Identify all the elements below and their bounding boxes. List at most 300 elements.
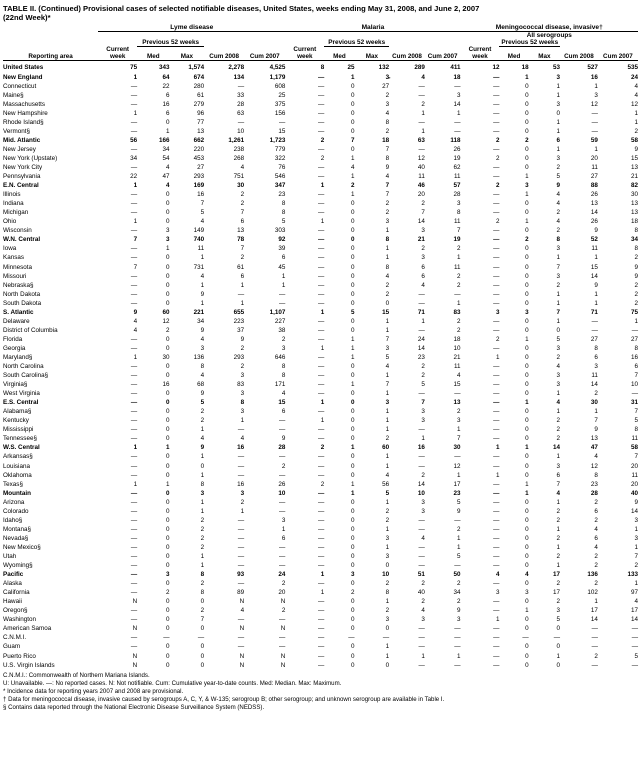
row-cell: 3 — [525, 182, 529, 190]
table-row — [3, 588, 638, 597]
table-row — [3, 100, 638, 109]
row-cell: — — [418, 299, 425, 307]
row-cell: 1 — [457, 109, 461, 117]
row-cell: 0 — [525, 245, 529, 253]
row-cell: 3 — [385, 344, 390, 352]
row-cell: — — [317, 326, 325, 334]
row-cell: — — [493, 299, 500, 307]
row-cell: 9 — [200, 390, 205, 398]
row-cell: 9 — [385, 163, 390, 171]
row-cell: 26 — [590, 191, 598, 199]
row-cell: 0 — [525, 381, 529, 389]
row-cell: — — [317, 254, 325, 262]
row-cell: 0 — [166, 616, 170, 624]
row-cell: 4 — [495, 571, 500, 579]
row-cell: 4 — [385, 471, 390, 479]
row-area-label: Kentucky — [3, 417, 29, 425]
row-area-label: Idaho§ — [3, 516, 23, 524]
row-cell: — — [493, 652, 500, 660]
row-cell: 13 — [237, 227, 245, 235]
row-cell: — — [317, 82, 325, 90]
row-cell: 3 — [525, 308, 529, 316]
group-meningococcal: Meningococcal disease, invasive† — [461, 24, 638, 32]
row-cell: 5 — [385, 353, 390, 361]
row-area-label: Delaware — [3, 317, 30, 325]
row-cell: — — [418, 426, 425, 434]
row-cell: 2 — [351, 589, 355, 597]
row-cell: 2 — [385, 607, 390, 615]
row-cell: 3 — [556, 73, 561, 81]
hdr-malaria-cum2007: Cum 2007 — [427, 53, 458, 61]
row-cell: 5 — [421, 381, 425, 389]
row-cell: 0 — [166, 462, 170, 470]
row-cell: 31 — [630, 399, 638, 407]
row-cell: 13 — [630, 200, 638, 208]
row-cell: 40 — [417, 163, 425, 171]
row-cell: 14 — [417, 344, 425, 352]
row-cell: — — [591, 634, 598, 642]
row-cell: 1 — [385, 372, 390, 380]
row-area-label: Alabama§ — [3, 408, 32, 416]
row-cell: — — [493, 109, 500, 117]
table-row — [3, 308, 638, 317]
row-cell: — — [553, 634, 561, 642]
row-cell: 27 — [590, 173, 598, 181]
row-cell: 2 — [240, 254, 245, 262]
row-cell: 3 — [457, 91, 461, 99]
table-row — [3, 480, 638, 489]
row-cell: — — [418, 145, 425, 153]
row-cell: 33 — [237, 91, 245, 99]
row-cell: — — [130, 145, 138, 153]
row-cell: — — [317, 363, 325, 371]
footnotes — [3, 672, 638, 712]
row-cell: 38 — [278, 326, 286, 334]
row-cell: 1 — [351, 381, 355, 389]
row-cell: 4 — [421, 73, 425, 81]
row-cell: 21 — [417, 236, 425, 244]
row-cell: 0 — [166, 507, 170, 515]
row-cell: — — [317, 562, 325, 570]
row-cell: 30 — [630, 191, 638, 199]
table-row — [3, 326, 638, 335]
row-cell: 0 — [351, 272, 355, 280]
row-cell: — — [237, 525, 245, 533]
row-cell: 63 — [417, 136, 425, 144]
row-cell: — — [279, 643, 286, 651]
row-cell: 3 — [166, 236, 170, 244]
row-cell: 1 — [594, 145, 598, 153]
row-area-label: Georgia — [3, 344, 26, 352]
row-cell: 0 — [385, 625, 390, 633]
row-cell: 7 — [351, 136, 355, 144]
header-group-row — [3, 24, 638, 32]
table-row — [3, 244, 638, 253]
row-cell: 1 — [525, 335, 529, 343]
row-cell: 0 — [166, 263, 170, 271]
row-area-label: Montana§ — [3, 525, 32, 533]
table-row — [3, 281, 638, 290]
row-cell: 27 — [382, 82, 390, 90]
row-cell: 53 — [553, 64, 561, 72]
row-cell: 0 — [351, 91, 355, 99]
row-cell: 0 — [525, 281, 529, 289]
row-cell: 9 — [200, 326, 205, 334]
row-cell: 2 — [634, 127, 638, 135]
row-cell: 2 — [457, 580, 461, 588]
row-cell: 0 — [556, 625, 561, 633]
row-cell: 1 — [525, 607, 529, 615]
row-area-label: Missouri — [3, 272, 27, 280]
row-cell: 1 — [385, 245, 390, 253]
row-cell: — — [130, 127, 138, 135]
row-cell: 662 — [193, 136, 205, 144]
row-cell: — — [493, 417, 500, 425]
hdr-lyme-cum2007: Cum 2007 — [249, 53, 280, 61]
row-cell: 0 — [351, 317, 355, 325]
row-cell: 7 — [556, 263, 561, 271]
row-area-label: District of Columbia — [3, 326, 58, 334]
row-cell: 6 — [634, 363, 638, 371]
row-cell: 268 — [233, 154, 245, 162]
row-cell: 0 — [200, 598, 205, 606]
row-cell: 9 — [556, 182, 561, 190]
row-cell: 0 — [525, 652, 529, 660]
row-cell: 6 — [594, 353, 598, 361]
row-cell: 21 — [630, 173, 638, 181]
row-area-label: Puerto Rico — [3, 652, 36, 660]
table-row — [3, 516, 638, 525]
row-area-label: Maine§ — [3, 91, 24, 99]
row-cell: 3 — [525, 589, 529, 597]
row-cell: 7 — [421, 399, 425, 407]
row-cell: 2 — [556, 163, 561, 171]
row-cell: 0 — [525, 661, 529, 669]
row-cell: — — [237, 462, 245, 470]
table-row — [3, 633, 638, 642]
row-cell: 11 — [631, 435, 638, 443]
row-cell: 0 — [166, 435, 170, 443]
row-area-label: Arizona — [3, 498, 25, 506]
row-cell: — — [493, 191, 500, 199]
row-cell: — — [279, 498, 286, 506]
row-cell: 17 — [630, 607, 638, 615]
row-cell: N — [132, 598, 138, 606]
row-cell: 14 — [590, 209, 598, 217]
row-cell: 0 — [525, 507, 529, 515]
row-cell: 8 — [634, 426, 638, 434]
row-cell: N — [239, 661, 245, 669]
row-cell: 10 — [417, 489, 425, 497]
row-cell: 2 — [200, 543, 205, 551]
row-cell: 1 — [385, 525, 390, 533]
row-cell: 1 — [457, 426, 461, 434]
row-cell: 18 — [630, 218, 638, 226]
row-cell: 7 — [133, 236, 138, 244]
row-cell: 13 — [197, 127, 205, 135]
row-cell: 322 — [274, 154, 286, 162]
row-cell: 7 — [556, 308, 561, 316]
row-cell: 12 — [630, 100, 638, 108]
row-area-label: North Dakota — [3, 290, 41, 298]
row-cell: 1,574 — [188, 64, 205, 72]
row-cell: — — [130, 435, 138, 443]
row-cell: 34 — [197, 317, 205, 325]
row-cell: 7 — [385, 381, 390, 389]
row-cell: 1 — [133, 182, 138, 190]
table-row — [3, 190, 638, 199]
row-cell: 0 — [166, 553, 170, 560]
row-cell: 3 — [556, 344, 561, 352]
row-cell: 1 — [385, 543, 390, 551]
row-cell: 25 — [347, 64, 355, 72]
row-cell: 3 — [556, 372, 561, 380]
row-cell: — — [418, 553, 425, 560]
row-cell: 2 — [421, 363, 425, 371]
row-cell: — — [130, 553, 138, 560]
row-cell: 0 — [525, 471, 529, 479]
row-cell: — — [237, 426, 245, 434]
row-cell: 11 — [453, 218, 461, 226]
row-cell: 26 — [590, 218, 598, 226]
row-cell: 7 — [457, 227, 461, 235]
row-cell: 16 — [162, 100, 170, 108]
row-cell: 0 — [525, 516, 529, 524]
row-cell: 0 — [351, 227, 355, 235]
row-cell: 1 — [457, 254, 461, 262]
row-cell: 27 — [590, 335, 598, 343]
row-cell: 12 — [590, 100, 598, 108]
row-cell: 0 — [525, 299, 529, 307]
hdr-lyme-cum2008: Cum 2008 — [209, 53, 240, 61]
row-cell: 6 — [594, 534, 598, 542]
row-cell: — — [493, 534, 500, 542]
row-cell: — — [493, 254, 500, 262]
row-cell: 2 — [320, 154, 325, 162]
row-cell: 1 — [594, 408, 598, 416]
row-cell: 93 — [237, 571, 245, 579]
row-cell: 4 — [166, 182, 170, 190]
row-cell: 0 — [166, 281, 170, 289]
row-cell: 3 — [240, 408, 245, 416]
row-cell: 1 — [556, 127, 561, 135]
row-cell: 1 — [457, 543, 461, 551]
row-cell: 15 — [590, 263, 598, 271]
row-cell: — — [130, 245, 138, 253]
row-cell: 7 — [556, 480, 561, 488]
row-cell: 9 — [634, 498, 638, 506]
row-cell: 2 — [351, 182, 355, 190]
row-cell: 2 — [495, 154, 500, 162]
row-cell: 0 — [525, 553, 529, 560]
row-cell: — — [493, 326, 500, 334]
row-cell: — — [279, 616, 286, 624]
hdr-lyme-med: Med — [147, 53, 160, 61]
row-cell: 0 — [166, 489, 170, 497]
row-cell: 13 — [630, 163, 638, 171]
row-cell: — — [493, 100, 500, 108]
row-cell: 8 — [634, 245, 638, 253]
row-cell: 6 — [421, 263, 425, 271]
table-row — [3, 272, 638, 281]
row-cell: N — [239, 652, 245, 660]
row-cell: 62 — [453, 163, 461, 171]
row-cell: 0 — [525, 390, 529, 398]
row-cell: 0 — [525, 263, 529, 271]
row-area-label: United States — [3, 64, 44, 72]
row-cell: 0 — [351, 236, 355, 244]
row-cell: 19 — [453, 236, 461, 244]
row-cell: 0 — [351, 498, 355, 506]
row-cell: — — [317, 507, 325, 515]
row-cell: — — [237, 643, 245, 651]
row-cell: — — [493, 408, 500, 416]
row-cell: — — [317, 661, 325, 669]
row-cell: — — [130, 209, 138, 217]
row-cell: 1 — [556, 91, 561, 99]
row-cell: 0 — [525, 82, 529, 90]
row-cell: 2 — [457, 598, 461, 606]
row-cell: 8 — [385, 118, 390, 126]
row-cell: — — [493, 209, 500, 217]
row-cell: — — [631, 326, 638, 334]
table-row — [3, 534, 638, 543]
row-cell: 1 — [556, 408, 561, 416]
row-cell: 1 — [320, 218, 325, 226]
row-cell: 61 — [237, 263, 245, 271]
row-cell: 0 — [525, 426, 529, 434]
hdr-mening-cum2008: Cum 2008 — [564, 53, 594, 61]
row-cell: 0 — [556, 643, 561, 651]
row-cell: 18 — [453, 73, 461, 81]
row-cell: 6 — [281, 254, 286, 262]
row-cell: 47 — [162, 173, 170, 181]
row-cell: 30 — [162, 353, 170, 361]
row-cell: 0 — [525, 462, 529, 470]
row-cell: 76 — [278, 163, 286, 171]
row-area-label: Indiana — [3, 200, 24, 208]
row-area-label: Texas§ — [3, 480, 23, 488]
row-cell: 0 — [351, 145, 355, 153]
row-cell: 1 — [594, 598, 598, 606]
row-area-label: Massachusetts — [3, 100, 45, 108]
row-cell: 75 — [130, 64, 138, 72]
row-cell: 14 — [630, 507, 638, 515]
row-cell: 6 — [421, 272, 425, 280]
row-cell: N — [132, 625, 138, 633]
row-cell: 136 — [587, 571, 598, 579]
row-cell: 0 — [351, 661, 355, 669]
row-cell: — — [317, 200, 325, 208]
row-cell: 6 — [594, 507, 598, 515]
row-cell: — — [130, 227, 138, 235]
row-cell: 1 — [385, 598, 390, 606]
row-cell: 11 — [453, 173, 461, 181]
row-cell: — — [493, 227, 500, 235]
row-cell: 9 — [281, 435, 286, 443]
row-cell: 3 — [281, 516, 286, 524]
row-cell: 7 — [634, 453, 638, 461]
row-cell: 0 — [351, 200, 355, 208]
row-cell: — — [130, 299, 138, 307]
row-area-label: American Samoa — [3, 625, 52, 633]
row-cell: 1 — [594, 82, 598, 90]
row-cell: 3 — [166, 227, 170, 235]
row-cell: 4 — [556, 218, 561, 226]
row-cell: 28 — [237, 100, 245, 108]
row-cell: 1 — [200, 281, 205, 289]
row-cell: — — [130, 100, 138, 108]
row-cell: 303 — [274, 227, 286, 235]
row-area-label: Minnesota — [3, 263, 33, 271]
row-cell: — — [418, 390, 425, 398]
row-cell: 12 — [590, 462, 598, 470]
row-area-label: Wyoming§ — [3, 562, 33, 570]
row-cell: 2 — [281, 607, 286, 615]
row-cell: 11 — [591, 245, 598, 253]
row-cell: 7 — [385, 191, 390, 199]
row-cell: 1 — [133, 444, 138, 452]
row-cell: — — [493, 516, 500, 524]
row-cell: 37 — [237, 326, 245, 334]
row-cell: — — [130, 516, 138, 524]
row-cell: 1 — [240, 281, 245, 289]
row-cell: — — [317, 453, 325, 461]
row-cell: 1 — [421, 109, 425, 117]
row-cell: 2 — [281, 335, 286, 343]
row-cell: 16 — [237, 444, 245, 452]
row-cell: — — [418, 661, 425, 669]
row-cell: N — [132, 652, 138, 660]
row-cell: 8 — [240, 399, 245, 407]
table-row — [3, 570, 638, 579]
row-cell: 3 — [457, 200, 461, 208]
row-cell: 1 — [351, 173, 355, 181]
row-cell: — — [279, 507, 286, 515]
row-cell: 10 — [630, 381, 638, 389]
row-cell: 71 — [417, 308, 425, 316]
row-cell: 11 — [418, 173, 425, 181]
row-cell: — — [418, 453, 425, 461]
row-area-label: Kansas — [3, 254, 25, 262]
row-cell: — — [493, 127, 500, 135]
row-cell: 156 — [274, 109, 286, 117]
row-cell: 12 — [453, 462, 461, 470]
row-cell: 2 — [495, 218, 500, 226]
row-cell: — — [317, 408, 325, 416]
row-cell: 18 — [453, 335, 461, 343]
row-cell: 8 — [200, 589, 205, 597]
row-cell: 0 — [351, 263, 355, 271]
row-cell: 71 — [590, 308, 598, 316]
row-area-label: Pacific — [3, 571, 24, 579]
header-prev52-row — [3, 39, 638, 47]
row-cell: 4 — [351, 163, 355, 171]
row-cell: 1 — [320, 344, 325, 352]
row-cell: — — [493, 399, 500, 407]
row-cell: 1 — [556, 390, 561, 398]
row-cell: 2 — [421, 245, 425, 253]
hdr-malaria-current: Current week — [293, 46, 317, 61]
row-cell: 1 — [525, 480, 529, 488]
row-cell: 6 — [240, 272, 245, 280]
row-area-label: S. Atlantic — [3, 308, 34, 316]
row-cell: 6 — [281, 408, 286, 416]
row-cell: 88 — [590, 182, 598, 190]
row-cell: 58 — [630, 444, 638, 452]
row-cell: 1 — [133, 480, 138, 488]
row-cell: 9 — [594, 426, 598, 434]
